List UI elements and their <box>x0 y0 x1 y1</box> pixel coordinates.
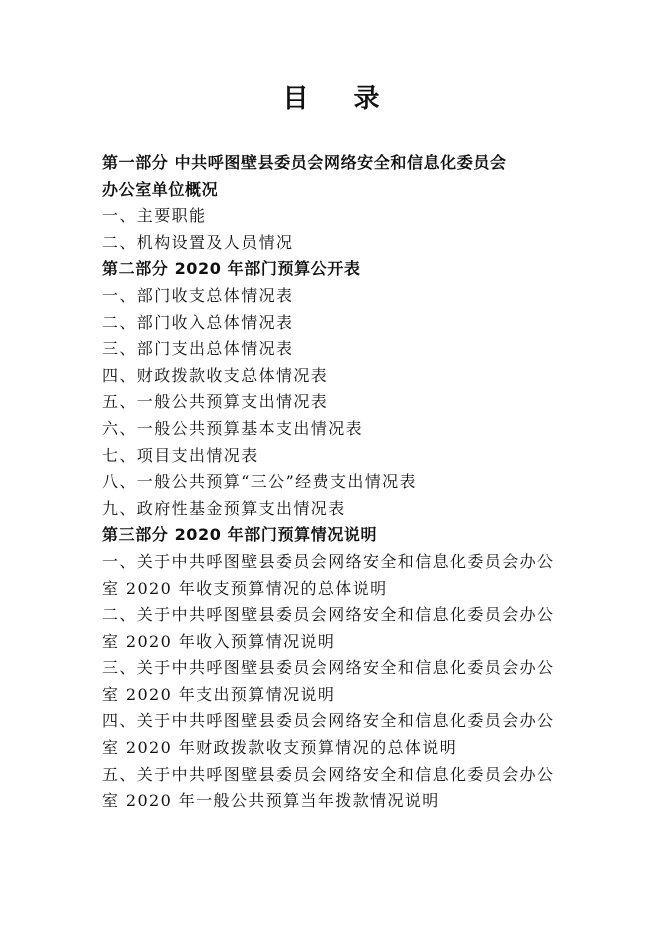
toc-part-2-heading: 第二部分 2020 年部门预算公开表 <box>102 259 361 279</box>
toc-entry: 一、部门收支总体情况表 <box>102 285 294 305</box>
toc-entry: 一、主要职能 <box>102 206 207 226</box>
toc-entry: 三、部门支出总体情况表 <box>102 339 294 359</box>
toc-entry: 一、关于中共呼图壁县委员会网络安全和信息化委员会办公 <box>102 551 555 571</box>
toc-entry-cont: 室 2020 年收入预算情况说明 <box>102 631 336 651</box>
toc-part-1-heading-cont: 办公室单位概况 <box>102 179 219 199</box>
toc-entry-cont: 室 2020 年收支预算情况的总体说明 <box>102 578 388 598</box>
toc-entry-cont: 室 2020 年财政拨款收支预算情况的总体说明 <box>102 738 458 758</box>
toc-entry: 九、政府性基金预算支出情况表 <box>102 498 346 518</box>
toc-entry: 二、关于中共呼图壁县委员会网络安全和信息化委员会办公 <box>102 605 555 625</box>
toc-entry-cont: 室 2020 年支出预算情况说明 <box>102 684 336 704</box>
toc-entry: 四、财政拨款收支总体情况表 <box>102 365 329 385</box>
toc-entry: 八、一般公共预算“三公”经费支出情况表 <box>102 472 417 492</box>
toc-entry: 二、机构设置及人员情况 <box>102 232 294 252</box>
page-title: 目 录 <box>282 84 398 114</box>
toc-part-1-heading: 第一部分 中共呼图壁县委员会网络安全和信息化委员会 <box>102 153 507 172</box>
toc-entry: 六、一般公共预算基本支出情况表 <box>102 418 364 438</box>
toc-entry: 四、关于中共呼图壁县委员会网络安全和信息化委员会办公 <box>102 711 555 731</box>
toc-part-3-heading: 第三部分 2020 年部门预算情况说明 <box>102 525 378 545</box>
toc-entry: 七、项目支出情况表 <box>102 445 259 465</box>
toc-entry: 三、关于中共呼图壁县委员会网络安全和信息化委员会办公 <box>102 658 555 678</box>
table-of-contents <box>102 150 564 815</box>
toc-entry-cont: 室 2020 年一般公共预算当年拨款情况说明 <box>102 791 440 811</box>
toc-entry: 五、一般公共预算支出情况表 <box>102 392 329 412</box>
toc-entry: 五、关于中共呼图壁县委员会网络安全和信息化委员会办公 <box>102 764 555 784</box>
toc-entry: 二、部门收入总体情况表 <box>102 312 294 332</box>
